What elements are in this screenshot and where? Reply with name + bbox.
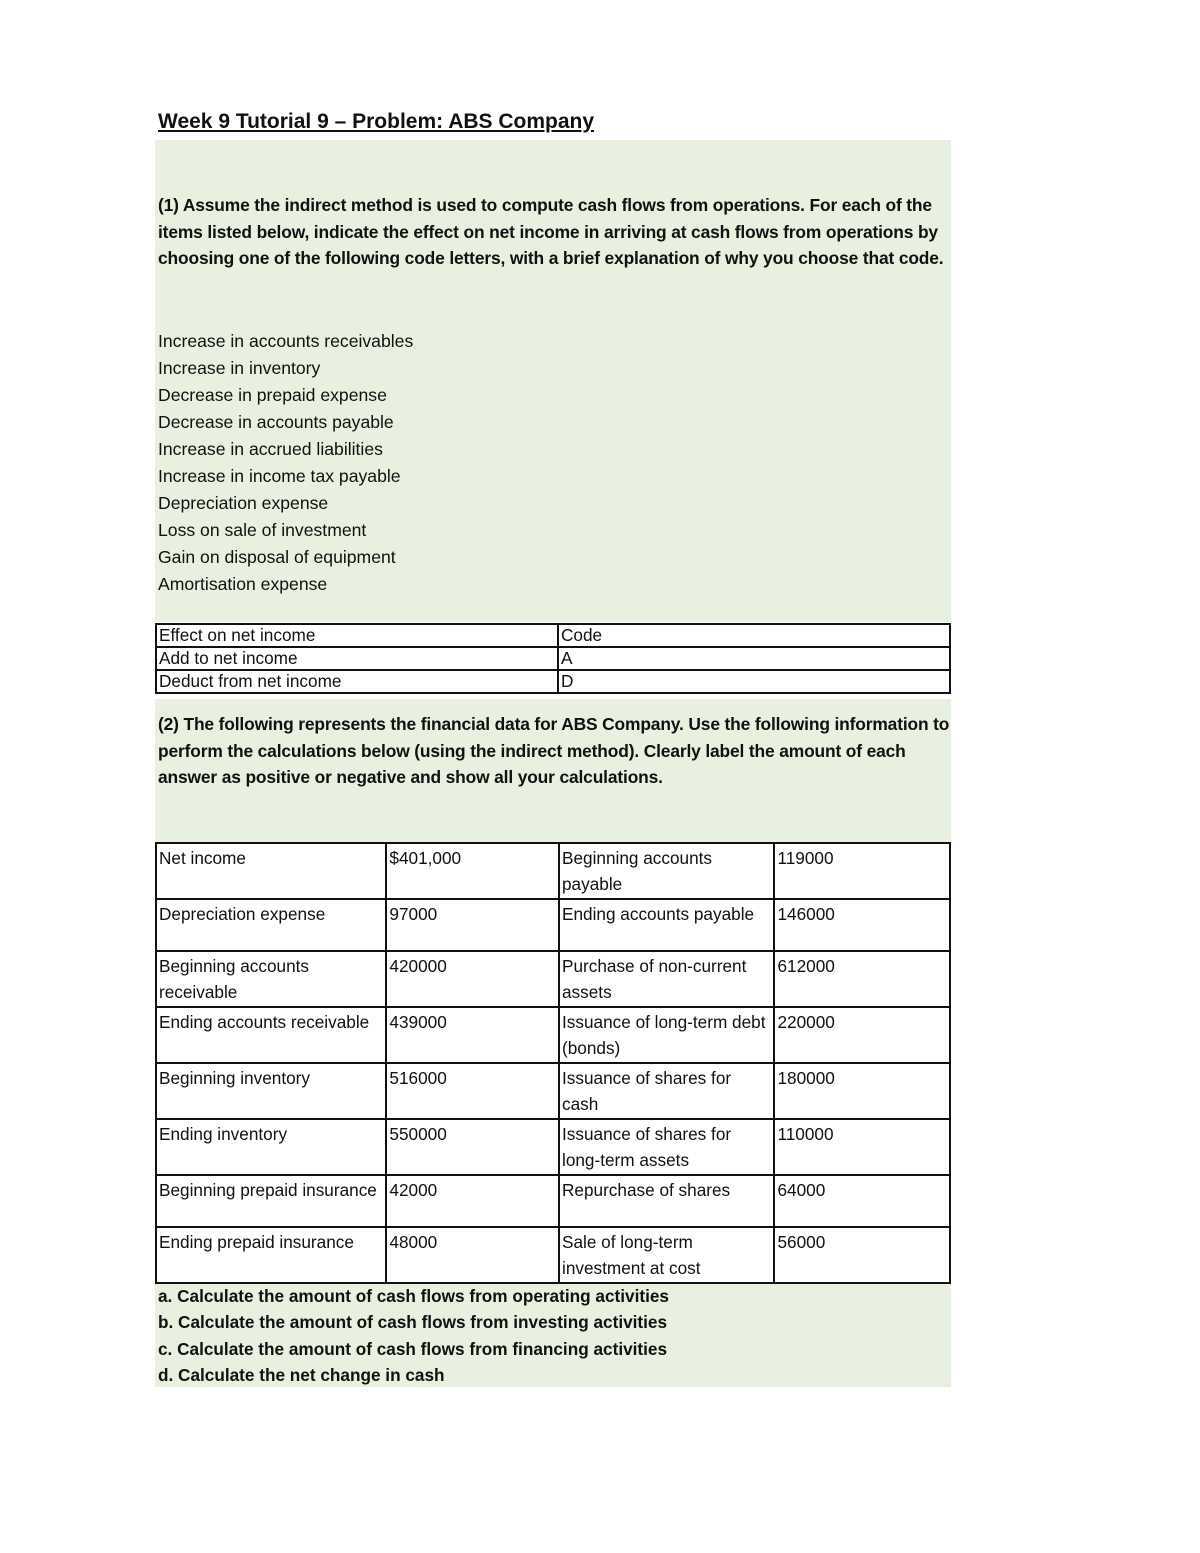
- table-cell: 550000: [386, 1119, 559, 1175]
- table-row: [156, 1227, 950, 1283]
- table-header-cell: Code: [558, 624, 950, 647]
- table-row: [156, 670, 950, 693]
- task-list: [158, 1283, 669, 1388]
- table-row: [156, 1007, 950, 1063]
- table-cell: Ending accounts receivable: [156, 1007, 386, 1063]
- table-cell: Beginning accounts receivable: [156, 951, 386, 1007]
- table-cell: 48000: [386, 1227, 559, 1283]
- financial-data-table: [155, 842, 951, 1284]
- table-cell: Purchase of non-current assets: [559, 951, 774, 1007]
- table-row: [156, 1063, 950, 1119]
- table-row: [156, 1175, 950, 1227]
- task-item: c. Calculate the amount of cash flows from financing activities: [158, 1338, 668, 1359]
- table-cell: 42000: [386, 1175, 559, 1227]
- table-row: [156, 624, 950, 647]
- table-row: [156, 951, 950, 1007]
- table-cell: 516000: [386, 1063, 559, 1119]
- table-row: [156, 647, 950, 670]
- list-item: Decrease in accounts payable: [158, 412, 394, 432]
- table-cell: Sale of long-term investment at cost: [559, 1227, 774, 1283]
- list-item: Gain on disposal of equipment: [158, 547, 396, 567]
- table-cell: Ending prepaid insurance: [156, 1227, 386, 1283]
- table-cell: 420000: [386, 951, 559, 1007]
- table-cell: Deduct from net income: [156, 670, 558, 693]
- table-cell: Depreciation expense: [156, 899, 386, 951]
- table-cell: D: [558, 670, 950, 693]
- table-cell: A: [558, 647, 950, 670]
- table-cell: Net income: [156, 843, 386, 899]
- table-cell: 146000: [774, 899, 950, 951]
- list-item: Increase in accrued liabilities: [158, 439, 383, 459]
- list-item: Decrease in prepaid expense: [158, 385, 387, 405]
- page-title: Week 9 Tutorial 9 – Problem: ABS Company: [158, 110, 595, 133]
- table-cell: 110000: [774, 1119, 950, 1175]
- table-cell: Issuance of shares for long-term assets: [559, 1119, 774, 1175]
- list-item: Increase in inventory: [158, 358, 321, 378]
- list-item: Amortisation expense: [158, 574, 328, 594]
- table-cell: 56000: [774, 1227, 950, 1283]
- table-cell: 97000: [386, 899, 559, 951]
- table-cell: Beginning prepaid insurance: [156, 1175, 386, 1227]
- table-cell: 119000: [774, 843, 950, 899]
- code-table: [155, 623, 951, 694]
- table-cell: Issuance of long-term debt (bonds): [559, 1007, 774, 1063]
- table-cell: Ending accounts payable: [559, 899, 774, 951]
- table-cell: 612000: [774, 951, 950, 1007]
- item-list: [158, 328, 413, 598]
- table-cell: $401,000: [386, 843, 559, 899]
- table-row: [156, 1119, 950, 1175]
- task-item: d. Calculate the net change in cash: [158, 1364, 445, 1385]
- table-cell: Beginning accounts payable: [559, 843, 774, 899]
- table-cell: 439000: [386, 1007, 559, 1063]
- table-cell: Ending inventory: [156, 1119, 386, 1175]
- question-1-text: (1) Assume the indirect method is used to compute cash flows from operations. For each of the items listed below, indicate the effect on net income in arriving at cash flows from operations by choosing one of the following code letters, with a brief explanation of why you choose that code.: [158, 195, 944, 269]
- table-cell: Repurchase of shares: [559, 1175, 774, 1227]
- table-cell: 220000: [774, 1007, 950, 1063]
- table-header-cell: Effect on net income: [156, 624, 558, 647]
- table-cell: Issuance of shares for cash: [559, 1063, 774, 1119]
- question-2-text: (2) The following represents the financial data for ABS Company. Use the following information to perform the calculations below (using the indirect method). Clearly label the amount of each answer as positive or negative and show all your calculations.: [158, 714, 950, 788]
- list-item: Increase in income tax payable: [158, 466, 401, 486]
- task-item: a. Calculate the amount of cash flows from operating activities: [158, 1286, 669, 1306]
- task-item: b. Calculate the amount of cash flows from investing activities: [158, 1312, 668, 1333]
- table-cell: 180000: [774, 1063, 950, 1119]
- table-cell: Beginning inventory: [156, 1063, 386, 1119]
- list-item: Increase in accounts receivables: [158, 331, 414, 351]
- table-row: [156, 843, 950, 899]
- table-row: [156, 899, 950, 951]
- table-cell: 64000: [774, 1175, 950, 1227]
- table-cell: Add to net income: [156, 647, 558, 670]
- list-item: Depreciation expense: [158, 493, 329, 513]
- list-item: Loss on sale of investment: [158, 520, 367, 540]
